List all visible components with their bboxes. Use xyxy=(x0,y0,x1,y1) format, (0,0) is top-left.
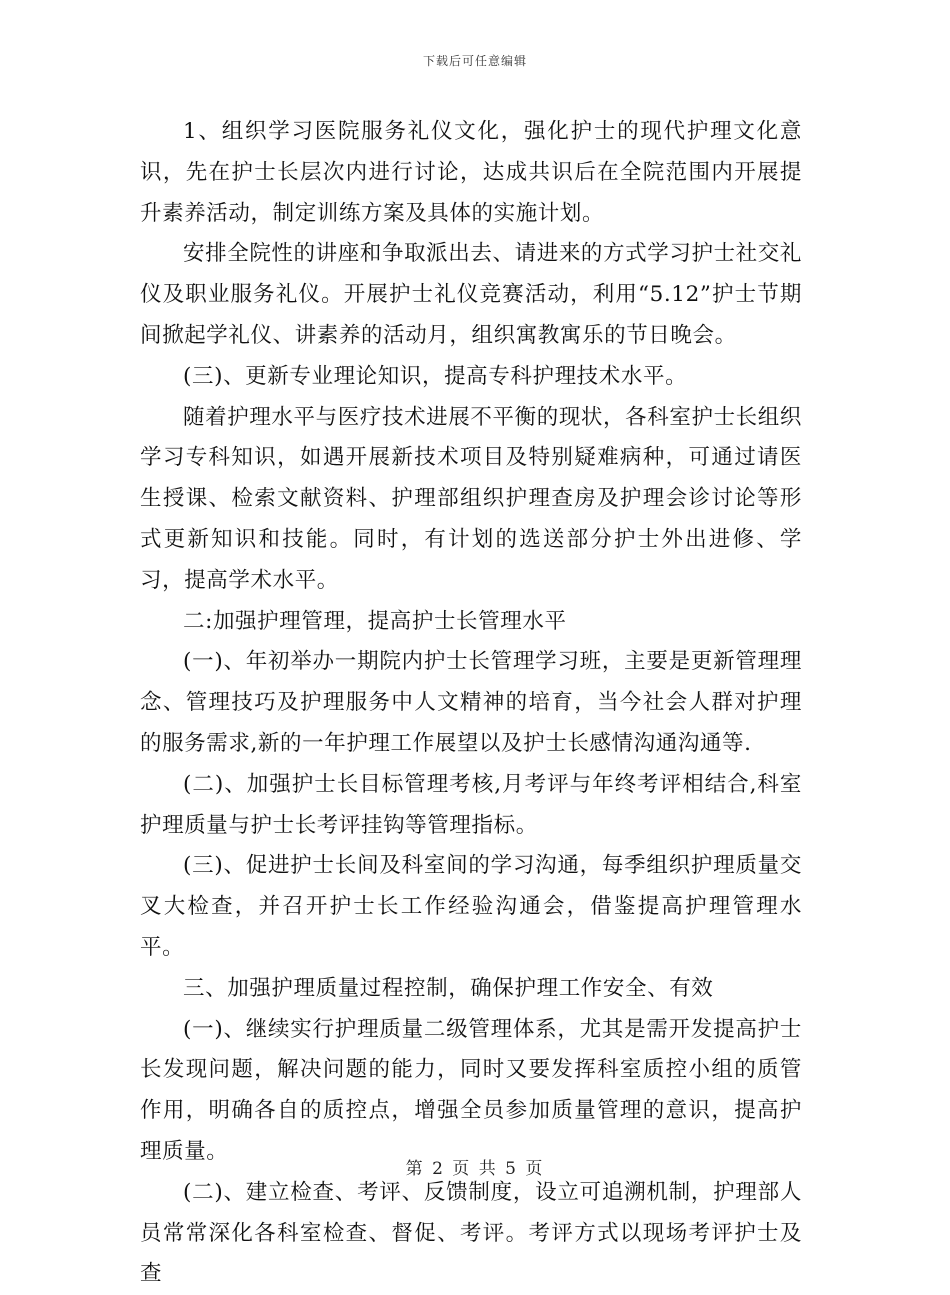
paragraph-6: (一)、年初举办一期院内护士长管理学习班，主要是更新管理理念、管理技巧及护理服务中人文精神的培育，当今社会人群对护理的服务需求,新的一年护理工作展望以及护士长感情沟通沟通等. xyxy=(140,649,802,756)
page-header: 下载后可任意编辑 xyxy=(422,54,527,68)
paragraph-10: (一)、继续实行护理质量二级管理体系，尤其是需开发提高护士长发现问题，解决问题的能力，同时又要发挥科室质控小组的质管作用，明确各自的质控点，增强全员参加质量管理的意识，提高护理质量。 xyxy=(140,1016,802,1164)
section-heading-3: 三、加强护理质量过程控制，确保护理工作安全、有效 xyxy=(183,975,714,1001)
paragraph-7: (二)、加强护士长目标管理考核,月考评与年终考评相结合,科室护理质量与护士长考评挂钩等管理指标。 xyxy=(140,771,802,838)
paragraph-1: 1、组织学习医院服务礼仪文化，强化护士的现代护理文化意识，先在护士长层次内进行讨论，达成共识后在全院范围内开展提升素养活动，制定训练方案及具体的实施计划。 xyxy=(140,119,802,226)
paragraph-11: (二)、建立检查、考评、反馈制度，设立可追溯机制，护理部人员常常深化各科室检查、督促、考评。考评方式以现场考评护士及查 xyxy=(140,1179,802,1287)
paragraph-2: 安排全院性的讲座和争取派出去、请进来的方式学习护士社交礼仪及职业服务礼仪。开展护士礼仪竞赛活动，利用“5.12”护士节期间掀起学礼仪、讲素养的活动月，组织寓教寓乐的节日晚会。 xyxy=(140,241,802,348)
document-body xyxy=(140,112,802,1295)
paragraph-3: (三)、更新专业理论知识，提高专科护理技术水平。 xyxy=(183,363,688,389)
paragraph-4: 随着护理水平与医疗技术进展不平衡的现状，各科室护士长组织学习专科知识，如遇开展新技术项目及特别疑难病种，可通过请医生授课、检索文献资料、护理部组织护理查房及护理会诊讨论等形式更新知识和技能。同时，有计划的选送部分护士外出进修、学习，提高学术水平。 xyxy=(140,404,802,593)
page-footer: 第 2 页 共 5 页 xyxy=(405,1159,545,1179)
section-heading-2: 二:加强护理管理，提高护士长管理水平 xyxy=(183,608,567,634)
paragraph-8: (三)、促进护士长间及科室间的学习沟通，每季组织护理质量交叉大检查，并召开护士长工作经验沟通会，借鉴提高护理管理水平。 xyxy=(140,853,802,960)
